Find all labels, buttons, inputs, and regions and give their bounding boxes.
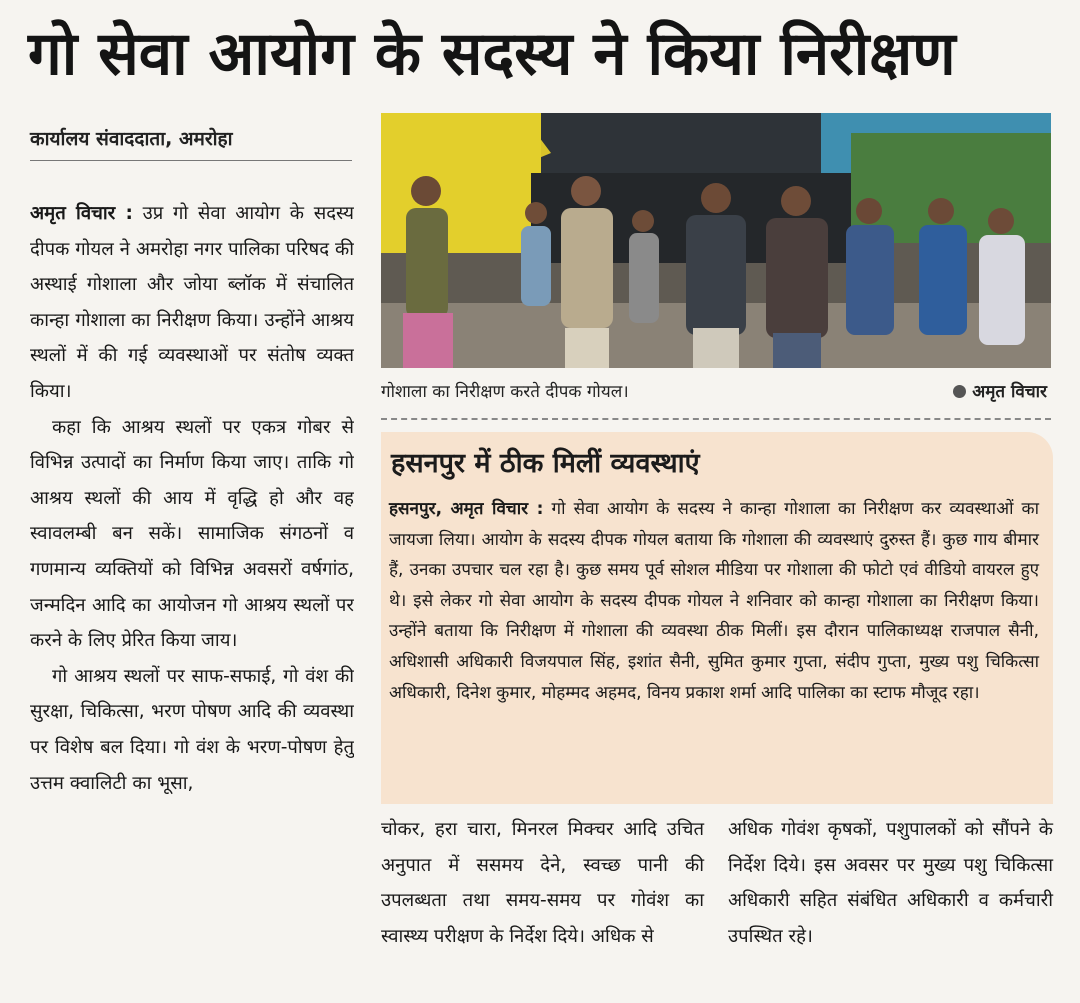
main-story-para-3: गो आश्रय स्थलों पर साफ-सफाई, गो वंश की सुरक्षा, चिकित्सा, भरण पोषण आदि की व्यवस्था पर विशेष बल दिया। गो वंश के भरण-पोषण हेतु उत्तम क्वालिटी का भूसा, bbox=[30, 665, 354, 794]
main-story-column-3: अधिक गोवंश कृषकों, पशुपालकों को सौंपने के निर्देश दिये। इस अवसर पर मुख्य पशु चिकित्सा अधिकारी सहित संबंधित अधिकारी व कर्मचारी उपस्थित रहे। bbox=[728, 819, 1053, 947]
inspection-photo-illustration bbox=[381, 113, 1051, 368]
bullet-icon bbox=[953, 385, 966, 398]
photo-caption: गोशाला का निरीक्षण करते दीपक गोयल। bbox=[381, 382, 629, 402]
headline: गो सेवा आयोग के सदस्य ने किया निरीक्षण bbox=[28, 19, 956, 89]
main-story-para-1 bbox=[30, 196, 354, 410]
sidebar-story-text: गो सेवा आयोग के सदस्य ने कान्हा गोशाला का निरीक्षण कर व्यवस्थाओं का जायजा लिया। आयोग के सदस्य दीपक गोयल बताया कि गोशाला की व्यवस्थाएं दुरुस्त हैं। कुछ गाय बीमार हैं, उनका उपचार चल रहा है। कुछ समय पूर्व सोशल मीडिया पर गोशाला की फोटो एवं वीडियो वायरल हुए थे। इसे लेकर गो सेवा आयोग के सदस्य दीपक गोयल ने शनिवार को कान्हा गोशाला का निरीक्षण किया। उन्होंने बताया कि निरीक्षण में गोशाला की व्यवस्था ठीक मिलीं। इस दौरान पालिकाध्यक्ष राजपाल सैनी, अधिशासी अधिकारी विजयपाल सिंह, इशांत सैनी, सुमित कुमार गुप्ता, संदीप गुप्ता, मुख्य पशु चिकित्सा अधिकारी, दिनेश कुमार, मोहम्मद अहमद, विनय प्रकाश शर्मा आदि पालिका का स्टाफ मौजूद रहा। bbox=[389, 499, 1039, 703]
byline-rule bbox=[30, 160, 352, 161]
main-story-para-2: कहा कि आश्रय स्थलों पर एकत्र गोबर से विभिन्न उत्पादों का निर्माण किया जाए। ताकि गो आश्रय स्थलों की आय में वृद्धि हो और वह स्वावलम्बी बन सकें। सामाजिक संगठनों व गणमान्य व्यक्तियों को विभिन्न अवसरों वर्षगांठ, जन्मदिन आदि का आयोजन गो आश्रय स्थलों पर करने के लिए प्रेरित किया जाय। bbox=[30, 416, 354, 652]
main-story-column-1 bbox=[30, 196, 354, 1001]
photo-caption-bar bbox=[381, 376, 1051, 408]
main-story-para-1-text: उप्र गो सेवा आयोग के सदस्य दीपक गोयल ने अमरोहा नगर पालिका परिषद की अस्थाई गोशाला और जोया ब्लॉक में संचालित कान्हा गोशाला का निरीक्षण किया। उन्होंने आश्रय स्थलों में की गई व्यवस्थाओं पर संतोष व्यक्त किया। bbox=[30, 203, 354, 402]
sidebar-story-title: हसनपुर में ठीक मिलीं व्यवस्थाएं bbox=[391, 448, 700, 479]
byline: कार्यालय संवाददाता, अमरोहा bbox=[30, 128, 233, 150]
sidebar-story-lead: हसनपुर, अमृत विचार : bbox=[389, 499, 544, 519]
photo-credit-text: अमृत विचार bbox=[972, 382, 1047, 402]
photo-credit bbox=[953, 376, 1047, 408]
sidebar-story-box bbox=[381, 432, 1053, 804]
main-story-column-2: चोकर, हरा चारा, मिनरल मिक्चर आदि उचित अनुपात में ससमय देने, स्वच्छ पानी की उपलब्धता तथा समय-समय पर गोवंश का स्वास्थ्य परीक्षण के निर्देश दिये। अधिक से bbox=[381, 819, 704, 947]
main-story-lead: अमृत विचार : bbox=[30, 203, 133, 224]
dashed-divider bbox=[381, 418, 1051, 420]
news-photo bbox=[381, 113, 1051, 368]
sidebar-story-body bbox=[389, 494, 1039, 708]
